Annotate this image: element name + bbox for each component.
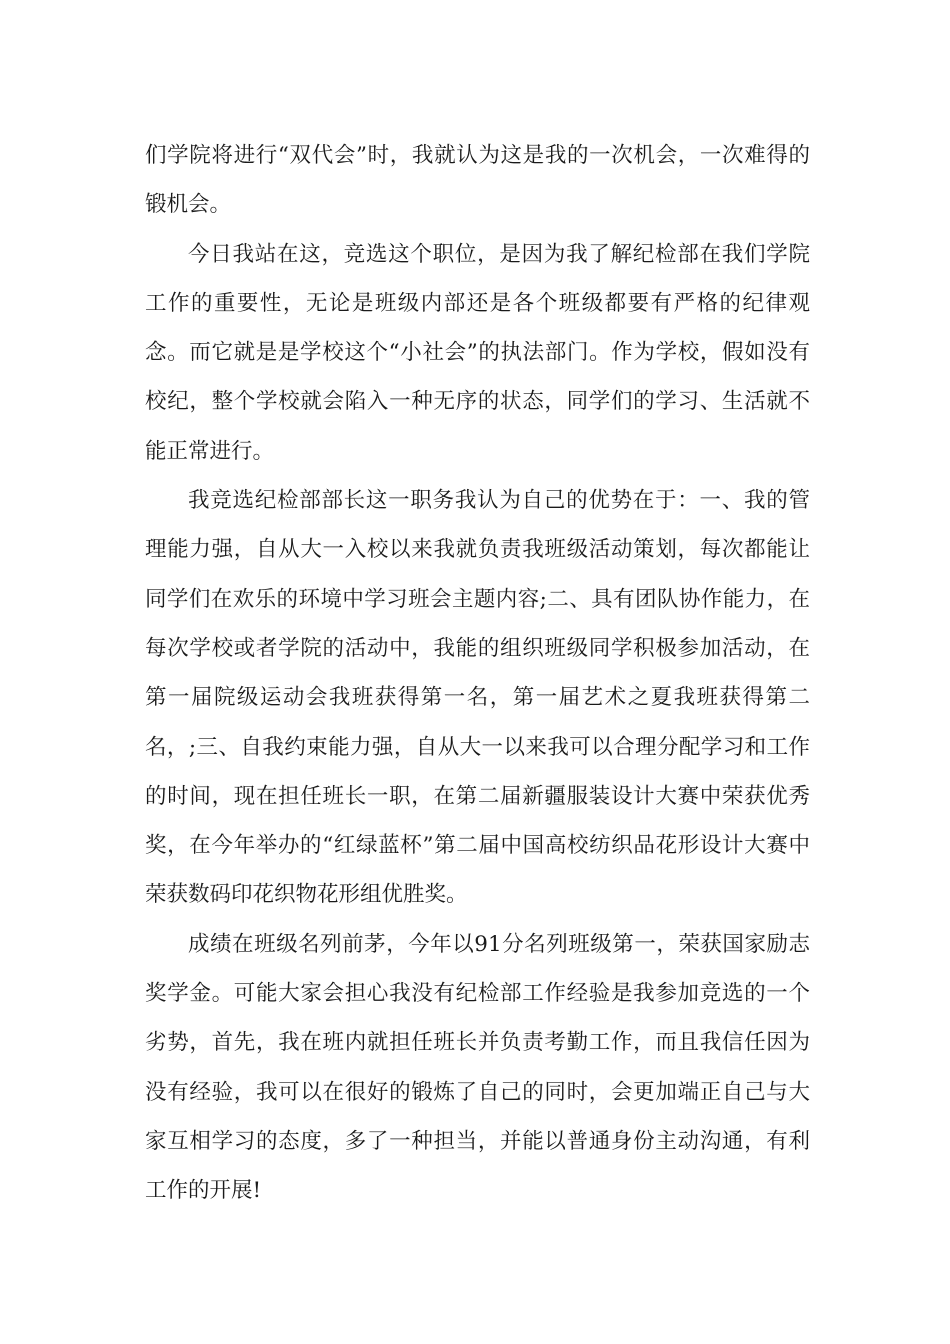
document-body [145, 131, 810, 1216]
paragraph-position-reason: 今日我站在这，竞选这个职位，是因为我了解纪检部在我们学院工作的重要性，无论是班级内部还是各个班级都要有严格的纪律观念。而它就是是学校这个“小社会”的执法部门。作为学校，假如没有校纪，整个学校就会陷入一种无序的状态，同学们的学习、生活就不能正常进行。 [145, 241, 810, 464]
paragraph-continuation: 们学院将进行“双代会”时，我就认为这是我的一次机会，一次难得的锻机会。 [145, 143, 810, 218]
paragraph-grades-experience: 成绩在班级名列前茅，今年以91分名列班级第一，荣获国家励志奖学金。可能大家会担心我没有纪检部工作经验是我参加竞选的一个劣势，首先，我在班内就担任班长并负责考勤工作，而且我信任因为没有经验，我可以在很好的锻炼了自己的同时，会更加端正自己与大家互相学习的态度，多了一种担当，并能以普通身份主动沟通，有利工作的开展! [145, 931, 810, 1204]
paragraph-strengths: 我竞选纪检部部长这一职务我认为自己的优势在于：一、我的管理能力强，自从大一入校以来我就负责我班级活动策划，每次都能让同学们在欢乐的环境中学习班会主题内容;二、具有团队协作能力，在每次学校或者学院的活动中，我能的组织班级同学积极参加活动，在第一届院级运动会我班获得第一名，第一届艺术之夏我班获得第二名，;三、自我约束能力强，自从大一以来我可以合理分配学习和工作的时间，现在担任班长一职，在第二届新疆服装设计大赛中荣获优秀奖，在今年举办的“红绿蓝杯”第二届中国高校纺织品花形设计大赛中荣获数码印花织物花形组优胜奖。 [145, 488, 810, 908]
